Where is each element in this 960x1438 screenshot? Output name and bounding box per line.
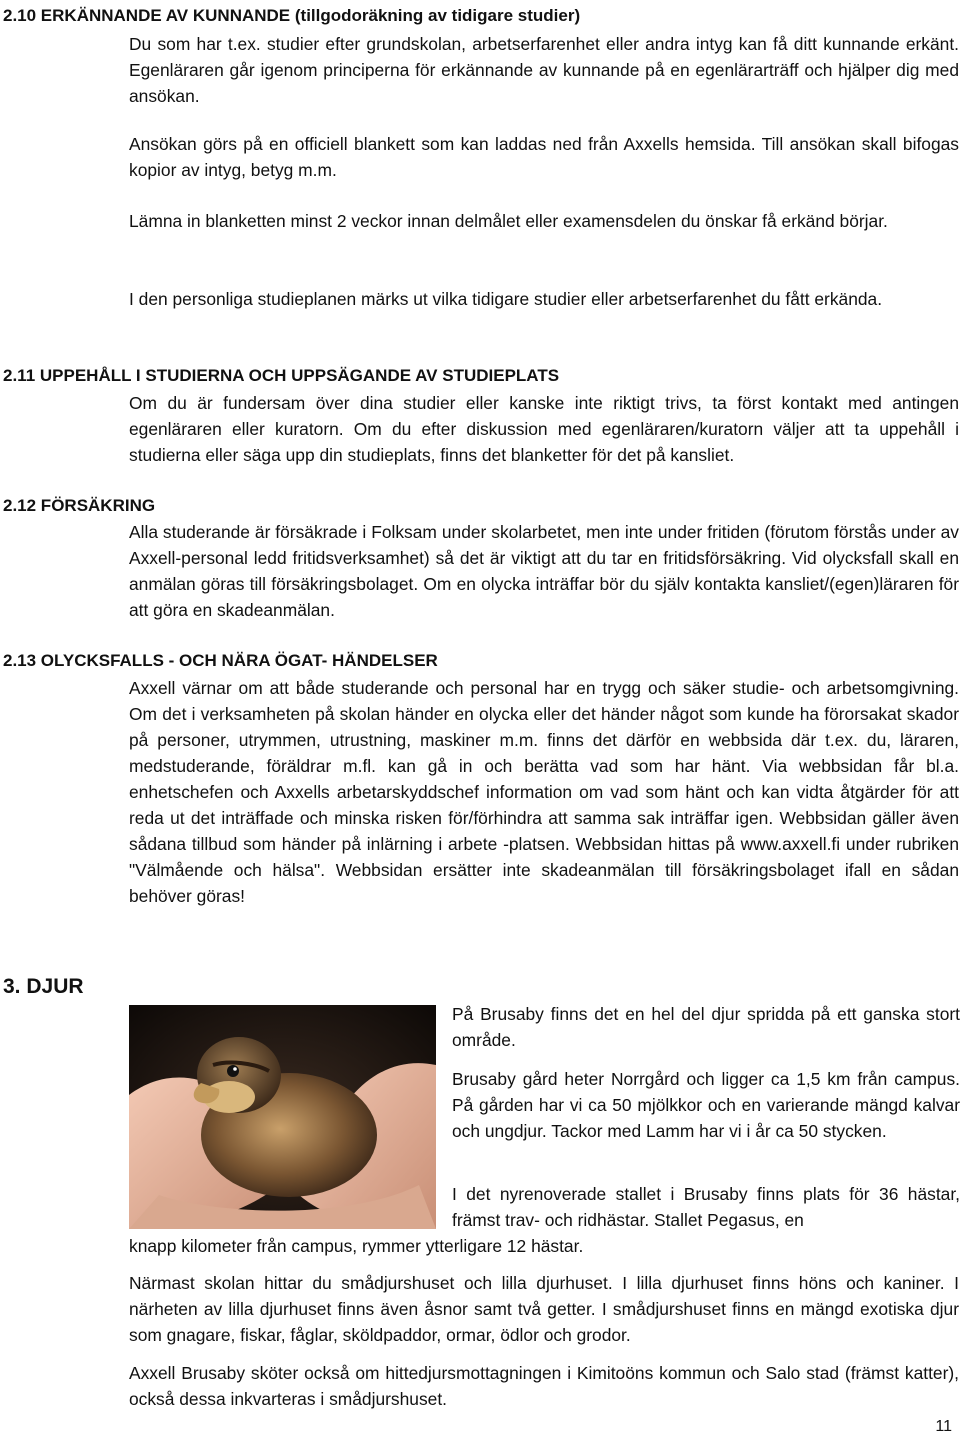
- paragraph-3-small-animals: Närmast skolan hittar du smådjurshuset och lilla djurhuset. I lilla djurhuset finns höns och kaniner. I närheten av lilla djurhuset finns även åsnor samt två getter. I smådjurshuset finns en mängd exotiska djur som gnagare, fiskar, fåglar, sköldpaddor, ormar, ödlor och grodor.: [129, 1273, 959, 1345]
- duckling-photo: [129, 1005, 436, 1229]
- section-heading-2-12: 2.12 FÖRSÄKRING: [3, 496, 156, 515]
- section-heading-2-11: 2.11 UPPEHÅLL I STUDIERNA OCH UPPSÄGANDE AV STUDIEPLATS: [3, 366, 560, 385]
- paragraph-3-stable-continued: knapp kilometer från campus, rymmer ytterligare 12 hästar.: [129, 1236, 584, 1256]
- page-number: 11: [935, 1418, 952, 1435]
- section-heading-2-13: 2.13 OLYCKSFALLS - OCH NÄRA ÖGAT- HÄNDELSER: [3, 651, 438, 670]
- paragraph-3-farm: Brusaby gård heter Norrgård och ligger ca 1,5 km från campus. På gården har vi ca 50 mjölkkor och en varierande mängd kalvar och ungdjur. Tackor med Lamm har vi i år ca 50 stycken.: [452, 1069, 960, 1141]
- paragraph-3-stray-animals: Axxell Brusaby sköter också om hittedjursmottagningen i Kimitoöns kommun och Salo stad (främst katter), också dessa inkvarteras i smådjurshuset.: [129, 1363, 959, 1409]
- paragraph-2-10-studyplan: I den personliga studieplanen märks ut vilka tidigare studier eller arbetserfarenhet du fått erkända.: [129, 289, 883, 309]
- paragraph-2-12: Alla studerande är försäkrade i Folksam under skolarbetet, men inte under fritiden (förutom förstås under av Axxell-personal ledd fritidsverksamhet) så det är viktigt att du tar en fritidsförsäkring. Vid olycksfall skall en anmälan göras till försäkringsbolaget. Om en olycka inträffar bör du själv kontakta kansliet/(egen)läraren för att göra en skadeanmälan.: [129, 522, 959, 620]
- paragraph-2-10-application: Ansökan görs på en officiell blankett som kan laddas ned från Axxells hemsida. Till ansökan skall bifogas kopior av intyg, betyg m.m.: [129, 134, 959, 180]
- paragraph-3-intro: På Brusaby finns det en hel del djur spridda på ett ganska stort område.: [452, 1004, 960, 1050]
- paragraph-2-11: Om du är fundersam över dina studier eller kanske inte riktigt trivs, ta först kontakt med antingen egenläraren eller kuratorn. Om du efter diskussion med egenläraren/kuratorn väljer att ta uppehåll i studierna eller säga upp din studieplats, finns det blanketter för det på kansliet.: [129, 393, 959, 465]
- paragraph-2-13: Axxell värnar om att både studerande och personal har en trygg och säker studie- och arbetsomgivning. Om det i verksamheten på skolan händer en olycka eller det händer något som kunde ha förorsakat skador på personer, utrymmen, utrustning, maskiner m.m. finns det därför en webbsida där t.ex. du, läraren, medstuderande, föräldrar m.fl. kan gå in och berätta vad som har hänt. Via webbsidan får bl.a. enhetschefen och Axxells arbetarskyddschef information om vad som hänt och kan vidta åtgärder för att reda ut det inträffade och minska risken för/förhindra att samma sak inträffar igen. Webbsidan gäller även sådana tillbud som händer på inlärning i arbete -platsen. Webbsidan hittas på www.axxell.fi under rubriken "Välmående och hälsa". Webbsidan ersätter inte skadeanmälan till försäkringsbolaget ifall en sådan behöver göras!: [129, 678, 959, 906]
- paragraph-2-10-deadline: Lämna in blanketten minst 2 veckor innan delmålet eller examensdelen du önskar få erkänd börjar.: [129, 211, 888, 231]
- section-heading-2-10: 2.10 ERKÄNNANDE AV KUNNANDE (tillgodoräkning av tidigare studier): [3, 6, 581, 25]
- section-heading-3: 3. DJUR: [3, 975, 84, 998]
- paragraph-3-stable: I det nyrenoverade stallet i Brusaby finns plats för 36 hästar, främst trav- och ridhästar. Stallet Pegasus, en: [452, 1184, 960, 1230]
- paragraph-2-10-intro: Du som har t.ex. studier efter grundskolan, arbetserfarenhet eller andra intyg kan få ditt kunnande erkänt. Egenläraren går igenom principerna för erkännande av kunnande på en egenlärarträff och hjälper dig med ansökan.: [129, 34, 959, 106]
